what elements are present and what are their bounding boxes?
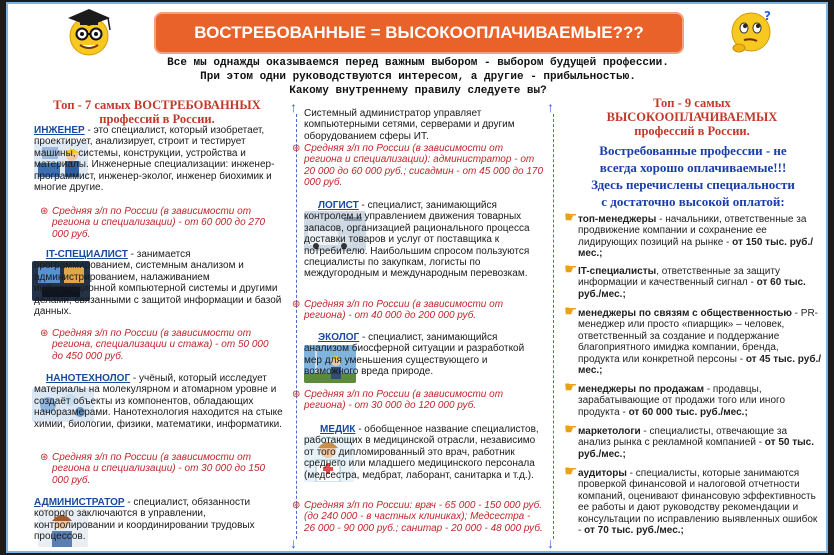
engineer-text: - это специалист, который изобретает, проектирует, анализирует, строит и тестирует машины, системы, конструкции, устройства и материалы. Инженерные специализации: инженер-программист, инженер-эколог, инженер биохимик и многие другие. (34, 125, 275, 194)
list-item (564, 261, 822, 300)
item-text: - продавцы, зарабатывающие от продажи того или иного продукта - (578, 384, 786, 418)
salary-bullet-icon: ⊛ (40, 206, 49, 217)
logist-text: - специалист, занимающийся контролем и управлением движения товарных запасов, организацией рационального процесса доставки товаров и услуг от поставщика к потребителю. Наибольшим спросом пользуются специалисты по закупкам, логисты по междугородным и международным перевозкам. (304, 200, 530, 280)
right-title-line-3: профессий в России. (634, 124, 750, 138)
salary-bullet-icon: ⊛ (292, 500, 301, 511)
admin-block (34, 497, 284, 543)
logist-term: ЛОГИСТ (318, 200, 359, 211)
it-salary-block (40, 328, 280, 362)
nano-block (34, 373, 284, 430)
intro-line-3: Какому внутреннему правилу следуете вы? (289, 85, 547, 97)
ecolog-salary-block (292, 389, 544, 412)
intro-line-2: При этом одни руководствуются интересом, а другие - прибыльностью. (200, 71, 636, 83)
item-text: - специалисты, отвечающие за анализ рынка с рекламной компанией - (578, 426, 788, 449)
item-term: IT-специалисты (578, 266, 657, 277)
ecolog-term: ЭКОЛОГ (318, 332, 360, 343)
banner-title: ВОСТРЕБОВАННЫЕ = ВЫСОКООПЛАЧИВАЕМЫЕ??? (154, 12, 684, 54)
medic-text: - обобщенное название специалистов, работающих в медицинской отрасли, независимо от того дипломированный это врач, работник среднего или младшего медицинского персонала (медсестра, медбрат, лаборант, санитарка и т.д.). (304, 424, 539, 481)
list-item (564, 463, 822, 537)
arrow-down-icon: ↓ (290, 535, 297, 551)
medic-salary: Средняя з/п по России: врач - 65 000 - 150 000 руб. (до 240 000 - в частных клиниках); Медсестра - 26 000 - 90 000 руб.; санитар - 20 000 - 48 000 руб. (304, 500, 543, 534)
nano-salary-block (40, 452, 280, 486)
sysadmin-salary-block (292, 143, 544, 189)
poster (6, 2, 828, 553)
ecolog-text: - специалист, занимающийся анализом биосферной ситуации и разработкой мер для уменьшения существующего и возможного вреда природе. (304, 332, 525, 378)
medic-block (304, 424, 546, 481)
item-term: менеджеры по продажам (578, 384, 704, 395)
pointing-hand-icon: ☛ (564, 421, 578, 438)
list-item (564, 379, 822, 418)
medic-term: МЕДИК (320, 424, 356, 435)
item-term: менеджеры по связям с общественностью (578, 308, 792, 319)
salary-bullet-icon: ⊛ (40, 452, 49, 463)
list-item (564, 303, 822, 377)
nano-salary: Средняя з/п по России (в зависимости от региона и специализации) - от 30 000 до 150 000 руб. (52, 452, 266, 486)
right-title-line-2: ВЫСОКООПЛАЧИВАЕМЫХ (606, 110, 778, 124)
pointing-hand-icon: ☛ (564, 261, 578, 278)
pointing-hand-icon: ☛ (564, 209, 578, 226)
it-term: IT-СПЕЦИАЛИСТ (46, 249, 128, 260)
arrow-down-icon: ↓ (547, 535, 554, 551)
item-pay: от 45 тыс. руб./мес.; (578, 353, 822, 377)
medic-salary-block (292, 500, 544, 534)
item-text: - начальники, ответственные за продвижение компании и сохранение ее лидирующих позиций на рынке - (578, 214, 807, 248)
logist-block (304, 200, 546, 280)
nano-text: - учёный, который исследует материалы на молекулярном и атомарном уровне и создаёт объекты из компонентов, обладающих наноразмерами. Нанотехнология находится на стыке химии, биологии, физики, математики, информатики. (34, 373, 283, 430)
item-term: маркетологи (578, 426, 641, 437)
list-item (564, 421, 822, 460)
right-subtitle-line-3: Здесь перечислены специальности (591, 177, 795, 192)
it-salary: Средняя з/п по России (в зависимости от региона, специализации и стажа) - от 50 000 до 450 000 руб. (52, 328, 269, 362)
logist-salary: Средняя з/п по России (в зависимости от региона) - от 40 000 до 200 000 руб. (304, 299, 504, 322)
item-term: аудиторы (578, 468, 627, 479)
item-pay: от 150 тыс. руб./мес.; (578, 236, 813, 260)
pointing-hand-icon: ☛ (564, 303, 578, 320)
left-title-line-2: профессий в России. (99, 112, 215, 126)
engineer-salary: Средняя з/п по России (в зависимости от региона и специализации) - от 60 000 до 270 000 руб. (52, 206, 266, 240)
admin-term: АДМИНИСТРАТОР (34, 497, 125, 508)
item-pay: от 50 тыс. руб./мес.; (578, 437, 815, 460)
pointing-hand-icon: ☛ (564, 463, 578, 480)
admin-text: - специалист, обязанности которого заключаются в управлении, контролировании и координировании трудовых процессов. (34, 497, 255, 543)
it-text: - занимается программированием, системным анализом и администрированием, налаживанием информационной компьютерной системы и другими делами, связанными с защитой информации и базой данных. (34, 249, 282, 318)
right-subtitle-line-2: всегда хорошо оплачиваемые!!! (599, 160, 787, 175)
paid-professions-list (564, 4, 824, 553)
salary-bullet-icon: ⊛ (40, 328, 49, 339)
svg-text:?: ? (764, 9, 771, 23)
item-term: топ-менеджеры (578, 214, 657, 225)
engineer-block (34, 125, 284, 193)
nerd-smiley-icon (60, 6, 118, 58)
item-pay: от 70 тыс. руб./мес.; (584, 525, 684, 537)
right-subtitle-line-1: Востребованные профессии - не (599, 143, 787, 158)
pointing-hand-icon: ☛ (564, 379, 578, 396)
logist-salary-block (292, 299, 544, 322)
divider-right (553, 114, 554, 539)
nano-term: НАНОТЕХНОЛОГ (46, 373, 131, 384)
it-block (34, 249, 284, 317)
ecolog-block (304, 332, 544, 378)
intro-line-1: Все мы однажды оказываемся перед важным выбором - выбором будущей профессии. (167, 57, 669, 69)
left-title-line-1: Топ - 7 самых ВОСТРЕБОВАННЫХ (53, 98, 261, 112)
engineer-term: ИНЖЕНЕР (34, 125, 85, 136)
list-item (564, 209, 822, 260)
salary-bullet-icon: ⊛ (292, 143, 301, 154)
salary-bullet-icon: ⊛ (292, 299, 301, 310)
salary-bullet-icon: ⊛ (292, 389, 301, 400)
item-pay: от 60 тыс. руб./мес.; (578, 277, 806, 300)
item-pay: от 60 000 тыс. руб./мес.; (628, 406, 748, 418)
sysadmin-salary: Средняя з/п по России (в зависимости от региона и специализации): администратор - от 20 000 до 60 000 руб.; сисадмин - от 45 000 до 170 000 руб. (304, 143, 544, 189)
arrow-up-icon: ↑ (547, 99, 554, 115)
ecolog-salary: Средняя з/п по России (в зависимости от региона) - от 30 000 до 120 000 руб. (304, 389, 504, 412)
sysadmin-text: Системный администратор управляет компьютерными сетями, серверами и другим оборудованием сферы ИТ. (304, 108, 515, 142)
item-text: , ответственные за защиту информации и качественный сигнал - (578, 266, 781, 289)
item-text: - PR-менеджер или просто «пиарщик» – человек, ответственный за создание и поддержание благоприятного имиджа компании, бренда, продукта или конкретной персоны - (578, 308, 819, 365)
right-subtitle-line-4: с достаточно высокой оплатой: (601, 194, 785, 209)
item-text: - специалисты, которые занимаются проверкой финансовой и налоговой отчетности компаний, оценивают финансовую эффективность ее работы и дают руководству рекомендации и консультации по исправлению выявленных ошибок - (578, 468, 818, 537)
right-title-line-1: Топ - 9 самых (653, 96, 731, 110)
arrow-up-icon: ↑ (290, 99, 297, 115)
left-column-title (38, 98, 276, 126)
engineer-salary-block (40, 206, 280, 240)
